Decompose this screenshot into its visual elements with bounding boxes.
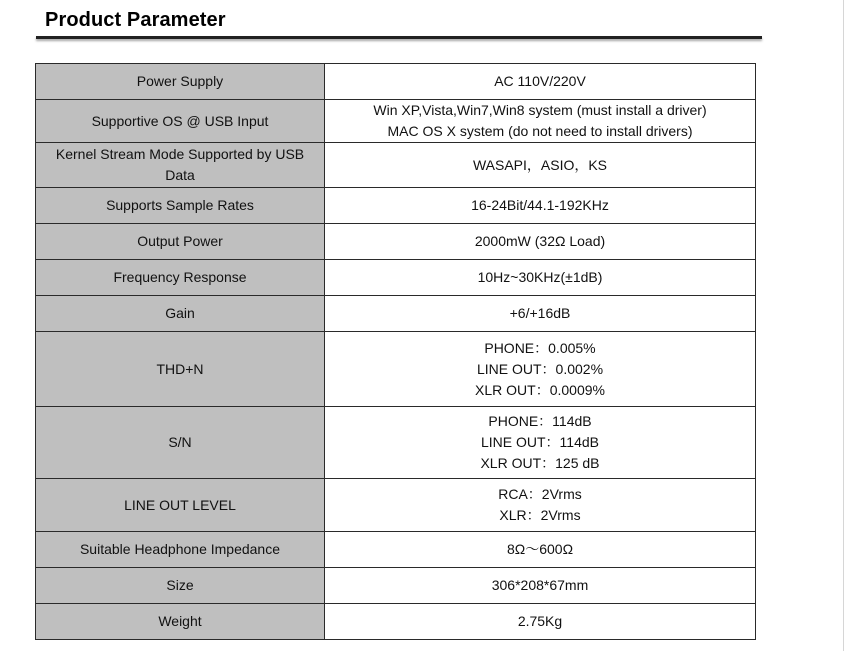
row-value	[325, 532, 756, 568]
table-row	[36, 568, 756, 604]
row-value	[325, 407, 756, 479]
value-line: RCA：2Vrms	[498, 486, 582, 502]
table-row	[36, 479, 756, 532]
row-value	[325, 296, 756, 332]
value-line: 16-24Bit/44.1-192KHz	[471, 197, 609, 213]
table-row	[36, 260, 756, 296]
row-label: Frequency Response	[36, 260, 325, 296]
row-value	[325, 188, 756, 224]
table-row	[36, 296, 756, 332]
value-line: PHONE：114dB	[488, 413, 592, 429]
value-line: 306*208*67mm	[491, 577, 589, 593]
value-line: PHONE：0.005%	[484, 339, 596, 356]
row-label: Supportive OS @ USB Input	[36, 100, 325, 143]
row-label: Output Power	[36, 224, 325, 260]
table-row	[36, 604, 756, 640]
table-row	[36, 532, 756, 568]
value-line: XLR OUT：0.0009%	[475, 381, 605, 398]
row-value	[325, 568, 756, 604]
table-row	[36, 100, 756, 143]
row-label: LINE OUT LEVEL	[36, 479, 325, 532]
row-label: Suitable Headphone Impedance	[36, 532, 325, 568]
page-title: Product Parameter	[45, 9, 226, 31]
table-row	[36, 64, 756, 100]
row-label: Kernel Stream Mode Supported by USB Data	[36, 143, 325, 188]
row-value	[325, 332, 756, 407]
table-row	[36, 143, 756, 188]
row-label: S/N	[36, 407, 325, 479]
value-line: MAC OS X system (do not need to install drivers)	[387, 123, 693, 139]
row-label: Power Supply	[36, 64, 325, 100]
row-label: Weight	[36, 604, 325, 640]
value-line: Win XP,Vista,Win7,Win8 system (must install a driver)	[373, 102, 707, 118]
value-line: +6/+16dB	[509, 305, 571, 321]
value-line: 2000mW (32Ω Load)	[474, 233, 606, 249]
product-parameter-table	[35, 63, 756, 640]
row-label: Gain	[36, 296, 325, 332]
row-value	[325, 260, 756, 296]
row-label: Size	[36, 568, 325, 604]
value-line: XLR OUT：125 dB	[480, 455, 600, 471]
row-value	[325, 100, 756, 143]
value-line: 2.75Kg	[517, 613, 563, 629]
row-label: THD+N	[36, 332, 325, 407]
row-value	[325, 479, 756, 532]
table-row	[36, 224, 756, 260]
value-line: LINE OUT：0.002%	[476, 360, 604, 377]
row-value	[325, 604, 756, 640]
page-edge-divider	[843, 0, 844, 651]
value-line: AC 110V/220V	[494, 73, 586, 89]
value-line: WASAPI，ASIO，KS	[472, 156, 608, 173]
row-value	[325, 143, 756, 188]
row-value	[325, 64, 756, 100]
value-line: 8Ω～600Ω	[506, 541, 574, 557]
value-line: 10Hz~30KHz(±1dB)	[477, 269, 603, 285]
table-row	[36, 407, 756, 479]
row-value	[325, 224, 756, 260]
table-row	[36, 188, 756, 224]
table-row	[36, 332, 756, 407]
value-line: XLR：2Vrms	[499, 507, 581, 523]
value-line: LINE OUT：114dB	[480, 434, 599, 450]
title-underline	[36, 36, 762, 39]
row-label: Supports Sample Rates	[36, 188, 325, 224]
